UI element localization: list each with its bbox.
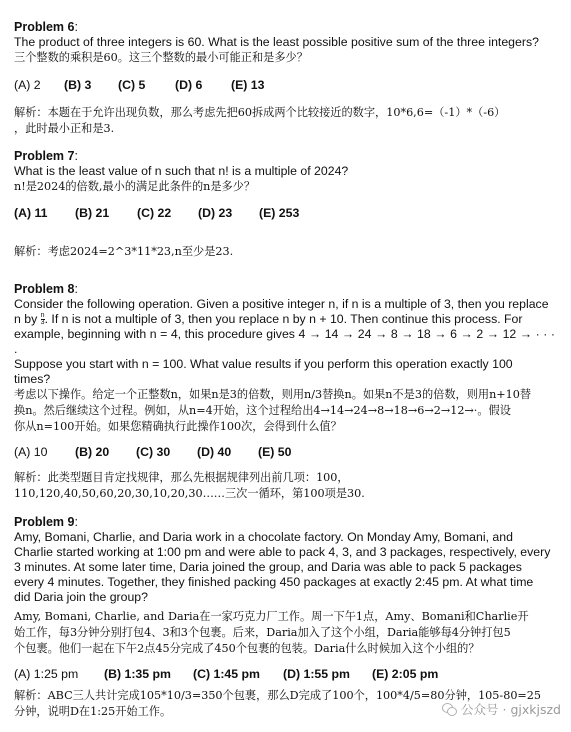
problem-heading: Problem 8: — [14, 282, 78, 296]
problem-statement-en: 3 minutes. At some later time, Daria joined the group, and Daria was able to pack 5 packages — [14, 560, 522, 574]
wechat-icon — [442, 703, 457, 716]
problem-statement-en: every 4 minutes. Together, they finished packing 450 packages at exactly 2:45 pm. At what time — [14, 575, 534, 589]
problem-statement-en: The product of three integers is 60. What is the least possible positive sum of the three integers? — [14, 35, 539, 49]
answer-choices — [14, 78, 555, 93]
problem-9 — [14, 502, 555, 720]
solution-line: 解析：考虑2024=2^3*11*23,n至少是23. — [14, 245, 234, 258]
answer-choices — [14, 206, 555, 221]
problem-heading: Problem 6: — [14, 20, 78, 34]
watermark — [442, 700, 561, 718]
problem-statement-zh: 三个整数的乘积是60。这三个整数的最小可能正和是多少？ — [14, 51, 308, 64]
choice-a: (A) 2 — [14, 78, 41, 92]
solution-line: ，此时最小正和是3. — [14, 122, 115, 135]
choice-b: (B) 21 — [75, 206, 110, 220]
answer-choices — [14, 445, 555, 460]
problem-statement-zh: 你从n=100开始。如果您精确执行此操作100次，会得到什么值？ — [14, 420, 342, 433]
fraction-n-over-3: $\frac{n}{3}$ — [40, 312, 45, 327]
problem-statement-zh: 考虑以下操作。给定一个正整数n，如果n是3的倍数，则用n/3替换n。如果n不是3的倍数，则用n+10替 — [14, 388, 532, 401]
problem-statement-zh: 换n。然后继续这个过程。例如，从n=4开始，这个过程给出4→14→24→8→18→6→2→12→·。假设 — [14, 404, 511, 417]
choice-b: (B) 1:35 pm — [104, 667, 171, 681]
problem-8 — [14, 260, 555, 502]
solution-line: 解析：此类型题目肯定找规律，那么先根据规律列出前几项：100， — [14, 471, 349, 484]
choice-d: (D) 6 — [175, 78, 203, 92]
answer-choices — [14, 667, 555, 682]
solution-line: 110,120,40,50,60,20,30,10,20,30……三次一循环，第100项是30. — [14, 487, 365, 500]
choice-d: (D) 40 — [197, 445, 232, 459]
choice-b: (B) 3 — [64, 78, 92, 92]
choice-b: (B) 20 — [75, 445, 110, 459]
choice-d: (D) 1:55 pm — [283, 667, 350, 681]
problem-statement-zh: Amy, Bomani, Charlie, and Daria在一家巧克力厂工作。周一下午1点，Amy、Bomani和Charlie开 — [14, 610, 529, 623]
problem-statement-en: Amy, Bomani, Charlie, and Daria work in a chocolate factory. On Monday Amy, Bomani, and — [14, 530, 513, 544]
choice-e: (E) 13 — [231, 78, 265, 92]
choice-c: (C) 22 — [137, 206, 172, 220]
choice-e: (E) 2:05 pm — [372, 667, 439, 681]
solution-line: 解析：ABC三人共计完成105*10/3=350个包裹，那么D完成了100个，100*4/5=80分钟，105-80=25 — [14, 689, 542, 702]
solution-line: 分钟，说明D在1:25开始工作。 — [14, 705, 172, 718]
choice-d: (D) 23 — [198, 206, 233, 220]
problem-statement-en: What is the least value of n such that n! is a multiple of 2024? — [14, 164, 349, 178]
problem-statement-zh: 个包裹。他们一起在下午2点45分完成了450个包裹的包装。Daria什么时候加入这个小组的？ — [14, 642, 480, 655]
solution-line: 解析：本题在于允许出现负数，那么考虑先把60拆成两个比较接近的数字，10*6,6=（-1）*（-6） — [14, 106, 506, 119]
problem-statement-en: Charlie started working at 1:00 pm and were able to pack 4, 3, and 3 packages, respectively, every — [14, 545, 551, 559]
choice-e: (E) 50 — [258, 445, 292, 459]
problem-statement-en: did Daria join the group? — [14, 590, 148, 604]
choice-c: (C) 30 — [136, 445, 171, 459]
choice-a: (A) 10 — [14, 445, 48, 459]
problem-7 — [14, 137, 555, 260]
problem-6 — [14, 0, 555, 137]
choice-a: (A) 1:25 pm — [14, 667, 79, 681]
choice-a: (A) 11 — [14, 206, 48, 220]
problem-statement-en: Suppose you start with n = 100. What value results if you perform this operation exactly 100 — [14, 357, 513, 371]
problem-statement-zh: 始工作，每3分钟分别打包4、3和3个包裹。后来，Daria加入了这个小组，Daria能够每4分钟打包5 — [14, 626, 511, 639]
problem-statement-en: Consider the following operation. Given a positive integer n, if n is a multiple of 3, then you replace — [14, 297, 549, 311]
problem-statement-zh: n!是2024的倍数,最小的满足此条件的n是多少？ — [14, 180, 256, 193]
choice-c: (C) 5 — [118, 78, 146, 92]
problem-heading: Problem 7: — [14, 149, 78, 163]
watermark-text: 公众号 · gjxkjszd — [461, 702, 561, 717]
problem-statement-en: n by $\frac{n}{3}$ . If n is not a multiple of 3, then you replace n by n + 10. Then continue this process. For — [14, 312, 523, 327]
problem-statement-en: times? — [14, 372, 51, 386]
problem-heading: Problem 9: — [14, 515, 78, 529]
choice-e: (E) 253 — [259, 206, 300, 220]
problem-statement-en: example, beginning with n = 4, this procedure gives 4 → 14 → 24 → 8 → 18 → 6 → 2 → 12 → · · · . — [14, 327, 555, 356]
choice-c: (C) 1:45 pm — [193, 667, 260, 681]
